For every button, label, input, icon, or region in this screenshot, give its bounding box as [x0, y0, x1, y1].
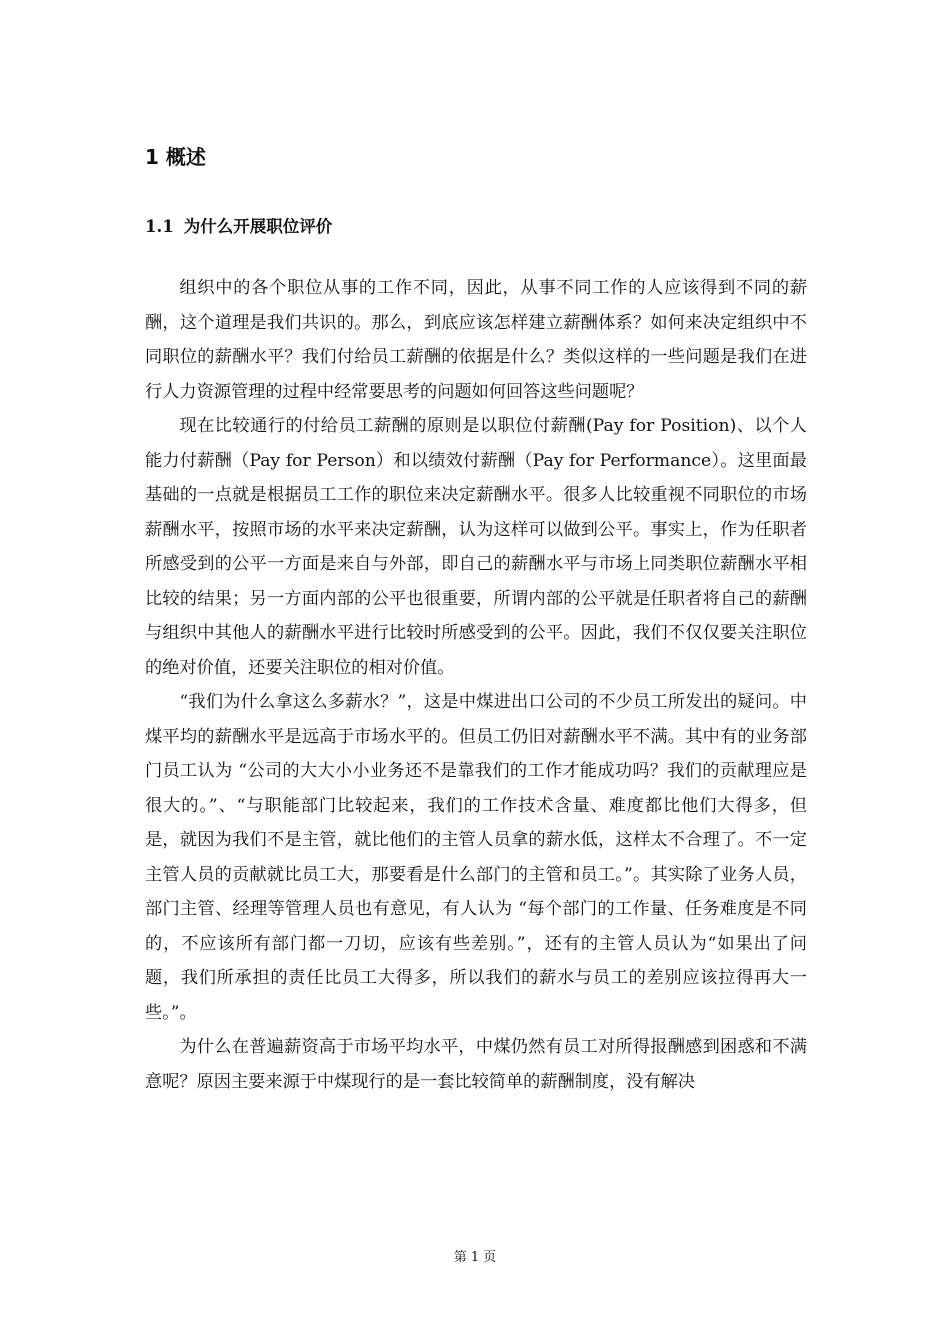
section-title: 为什么开展职位评价 [183, 217, 333, 236]
chapter-title: 1 概述 [145, 145, 206, 169]
paragraph: 现在比较通行的付给员工薪酬的原则是以职位付薪酬(Pay for Position)、以个人能力付薪酬（Pay for Person）和以绩效付薪酬（Pay for Performance）。这里面最基础的一点就是根据员工工作的职位来决定薪酬水平。很多人比较重视不同职位的市场薪酬水平，按照市场的水平来决定薪酬，认为这样可以做到公平。事实上，作为任职者所感受到的公平一方面是来自与外部，即自己的薪酬水平与市场上同类职位薪酬水平相比较的结果；另一方面内部的公平也很重要，所谓内部的公平就是任职者将自己的薪酬与组织中其他人的薪酬水平进行比较时所感受到的公平。因此，我们不仅仅要关注职位的绝对价值，还要关注职位的相对价值。 [145, 416, 807, 678]
page-number: 第 1 页 [453, 1250, 497, 1265]
paragraph: “我们为什么拿这么多薪水？”，这是中煤进出口公司的不少员工所发出的疑问。中煤平均的薪酬水平是远高于市场水平的。但员工仍旧对薪酬水平不满。其中有的业务部门员工认为 “公司的大大小小业务还不是靠我们的工作才能成功吗？我们的贡献理应是很大的。”、“与职能部门比较起来，我们的工作技术含量、难度都比他们大得多，但是，就因为我们不是主管，就比他们的主管人员拿的薪水低，这样太不合理了。不一定主管人员的贡献就比员工大，那要看是什么部门的主管和员工。”。其实除了业务人员，部门主管、经理等管理人员也有意见，有人认为 “每个部门的工作量、任务难度是不同的，不应该所有部门都一刀切，应该有些差别。”，还有的主管人员认为“如果出了问题，我们所承担的责任比员工大得多，所以我们的薪水与员工的差别应该拉得再大一些。”。 [145, 692, 807, 1023]
paragraph: 为什么在普遍薪资高于市场平均水平，中煤仍然有员工对所得报酬感到困惑和不满意呢？原因主要来源于中煤现行的是一套比较简单的薪酬制度，没有解决 [145, 1037, 807, 1092]
section-heading [145, 214, 332, 240]
body-text [145, 271, 807, 1099]
section-number: 1.1 [145, 217, 174, 236]
paragraph: 组织中的各个职位从事的工作不同，因此，从事不同工作的人应该得到不同的薪酬，这个道理是我们共识的。那么，到底应该怎样建立薪酬体系？如何来决定组织中不同职位的薪酬水平？我们付给员工薪酬的依据是什么？类似这样的一些问题是我们在进行人力资源管理的过程中经常要思考的问题如何回答这些问题呢？ [145, 278, 807, 402]
